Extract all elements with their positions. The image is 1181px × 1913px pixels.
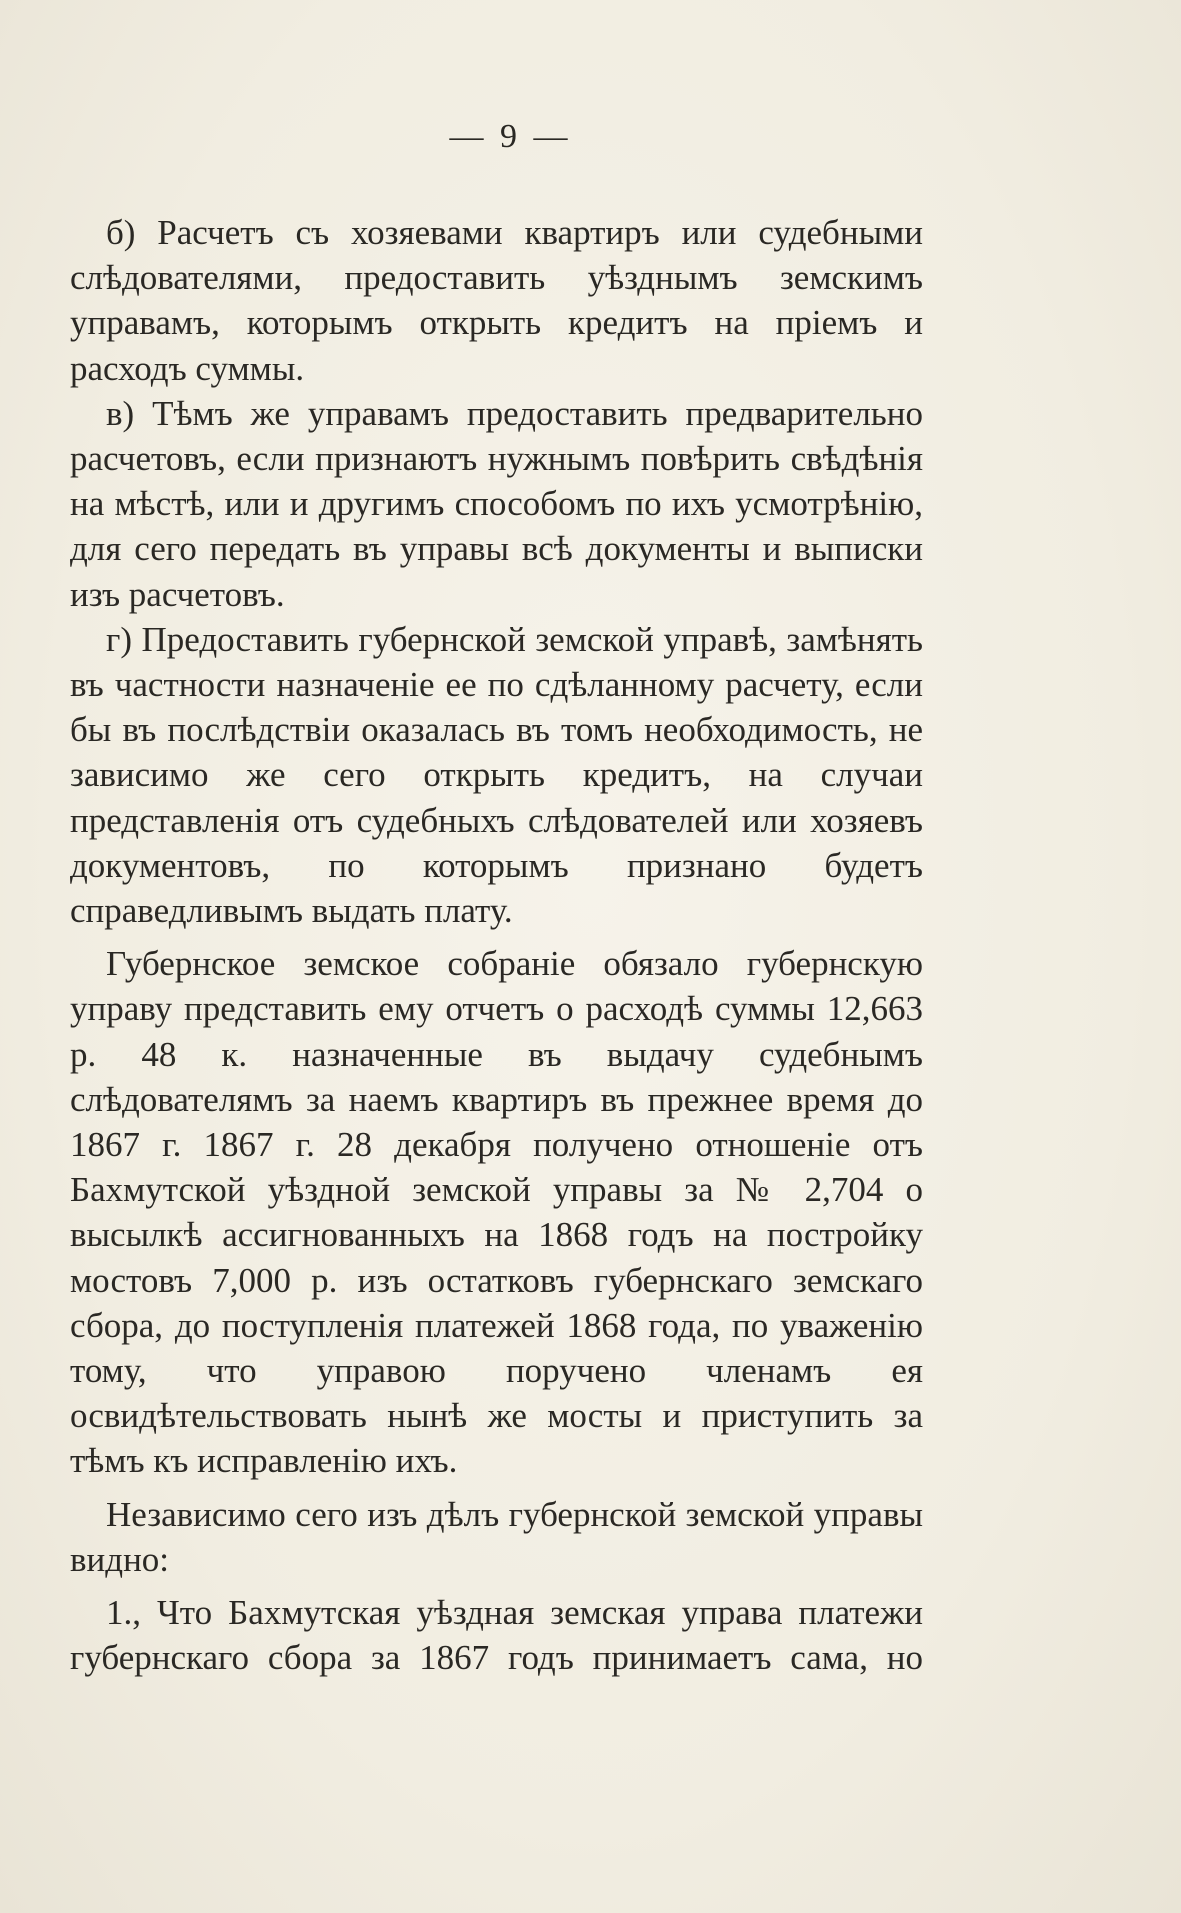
body-text bbox=[70, 210, 923, 1681]
paragraph-g: г) Предоставить губернской земской управѣ, замѣнять въ частности назначеніе ее по сдѣланному расчету, если бы въ послѣдствіи оказалась въ томъ необходимость, не зависимо же сего открыть кредитъ, на случаи представленія отъ судебныхъ слѣдователей или хозяевъ документовъ, по которымъ признано будетъ справедливымъ выдать плату. bbox=[70, 619, 923, 931]
paragraph-b: б) Расчетъ съ хозяевами квартиръ или судебными слѣдователями, предоставить уѣзднымъ земскимъ управамъ, которымъ открыть кредитъ на пріемъ и расходъ суммы. bbox=[70, 213, 923, 388]
paragraph-item-1: 1., Что Бахмутская уѣздная земская управа платежи губернскаго сбора за 1867 годъ принимаетъ сама, но bbox=[70, 1593, 923, 1678]
paragraph-independent: Независимо сего изъ дѣлъ губернской земской управы видно: bbox=[70, 1494, 923, 1579]
paragraph-v: в) Тѣмъ же управамъ предоставить предварительно расчетовъ, если признаютъ нужнымъ повѣрить свѣдѣнія на мѣстѣ, или и другимъ способомъ по ихъ усмотрѣнію, для сего передать въ управы всѣ документы и выписки изъ расчетовъ. bbox=[70, 393, 923, 614]
paragraph-assembly: Губернское земское собраніе обязало губернскую управу представить ему отчетъ о расходѣ суммы 12,663 р. 48 к. назначенные въ выдачу судебнымъ слѣдователямъ за наемъ квартиръ въ прежнее время до 1867 г. 1867 г. 28 декабря получено отношеніе отъ Бахмутской уѣздной земской управы за № 2,704 о высылкѣ ассигнованныхъ на 1868 годъ на постройку мостовъ 7,000 р. изъ остатковъ губернскаго земскаго сбора, до поступленія платежей 1868 года, по уваженію тому, что управою поручено членамъ ея освидѣтельствовать нынѣ же мосты и приступить за тѣмъ къ исправленію ихъ. bbox=[70, 944, 923, 1481]
page-number: — 9 — bbox=[449, 118, 572, 155]
